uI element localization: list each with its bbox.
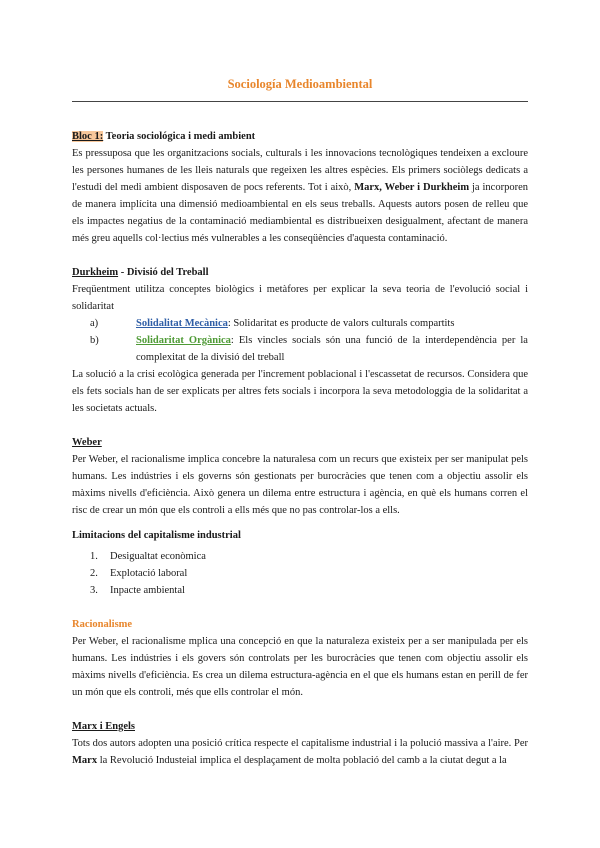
- list-marker: a): [90, 318, 99, 329]
- term-mechanical-solidarity[interactable]: Solidalitat Mecànica: [136, 318, 228, 329]
- solidarity-list: [72, 315, 528, 366]
- title-divider: [72, 101, 528, 102]
- list-item: [72, 548, 528, 565]
- list-item: [72, 565, 528, 582]
- item-text: Explotació laboral: [110, 568, 188, 579]
- term-organic-solidarity[interactable]: Solidaritat Orgànica: [136, 335, 231, 346]
- list-marker: 3.: [90, 585, 98, 596]
- bloc1-label: Bloc 1:: [72, 131, 104, 142]
- weber-label: Weber: [72, 437, 102, 448]
- item-text: Inpacte ambiental: [110, 585, 185, 596]
- durkheim-intro: Freqüentment utilitza conceptes biològics i metàfores per explicar la seva teoria de l'evolució social i solidaritat: [72, 284, 528, 312]
- durkheim-heading-rest: - Divisió del Treball: [118, 267, 209, 278]
- section-weber: [72, 434, 528, 599]
- weber-heading: [72, 434, 528, 451]
- marx-name: Marx: [72, 755, 98, 766]
- item-text: : Solidaritat es producte de valors culturals compartits: [227, 318, 455, 329]
- bloc1-heading: [72, 128, 528, 145]
- durkheim-heading: [72, 264, 528, 281]
- bloc1-paragraph: [72, 145, 528, 247]
- list-item: [72, 315, 528, 332]
- marx-text-2: la Revolució Industeial implica el desplaçament de molta població del camb a la ciutat degut a la: [97, 755, 507, 766]
- section-durkheim: [72, 264, 528, 417]
- section-marx: [72, 718, 528, 769]
- racionalisme-heading: Racionalisme: [72, 619, 133, 630]
- bloc1-authors: Marx, Weber i Durkheim: [354, 182, 470, 193]
- racionalisme-paragraph: Per Weber, el racionalisme mplica una concepció en que la naturaleza existeix per a ser manipulada per els humans. Les indústries i els govers són controlats per les burocràcies que tenen com objectiu assolir els màxims nivells d'eficiència. Es crea un dilema estructura-agència en el que els humans estan en perill de fer un món que els controli, més que ells controlar el món.: [72, 636, 528, 698]
- marx-label: Marx i Engels: [72, 721, 135, 732]
- list-item: [72, 332, 528, 366]
- weber-paragraph: Per Weber, el racionalisme implica concebre la naturalesa com un recurs que existeix per ser manipulat pels humans. Les indústries i els governs són gestionats per burocràcies que tenen com a objectiu assolir els màxims nivells d'eficiència. Això genera un dilema entre estructura i agència, en què els humans corren el risc de crear un món que els controli a ells més que no pas controlar-los a ells.: [72, 454, 528, 516]
- list-marker: b): [90, 335, 99, 346]
- item-text: : Els vincles socials són una funció de la interdependència per la complexitat de la divisió del treball: [136, 335, 528, 363]
- section-racionalisme: [72, 616, 528, 701]
- limits-heading: Limitacions del capitalisme industrial: [72, 530, 241, 541]
- section-bloc1: [72, 128, 528, 247]
- marx-heading: [72, 718, 528, 735]
- limits-list: [72, 548, 528, 599]
- marx-paragraph: [72, 735, 528, 769]
- bloc1-text-2: ja incorporen de manera implícita una dimensió medioambiental en els seus treballs. Aquests autors posen de relleu que els impactes negatius de la contaminació mediambiental es distribueixen desigualment, afectant de manera més greu aquells col·lectius més vulnerables a les conseqüències d'aquesta contaminació.: [72, 182, 528, 244]
- list-marker: 1.: [90, 551, 98, 562]
- list-item: [72, 582, 528, 599]
- bloc1-heading-text: Teoria sociológica i medi ambient: [105, 131, 256, 142]
- list-marker: 2.: [90, 568, 98, 579]
- durkheim-paragraph: La solució a la crisi ecològica generada per l'increment poblacional i l'escassetat de recursos. Considera que els fets socials han de ser explicats per altres fets socials i incorpora la seva metodologgia de la solidaritat a les societats actuals.: [72, 369, 528, 414]
- durkheim-label: Durkheim: [72, 267, 119, 278]
- document-title: Sociología Medioambiental: [227, 77, 373, 91]
- item-text: Desigualtat econòmica: [110, 551, 206, 562]
- bloc1-text-1: Es pressuposa que les organitzacions socials, culturals i les innovacions tecnològiques tendeixen a excloure les persones humanes de les lleis naturals que regeixen les altres espècies. Els primers sociòlegs dedicats a l'estudi del medi ambient disposaven de pocs referents. Tot i això,: [72, 148, 528, 193]
- marx-text-1: Tots dos autors adopten una posició crítica respecte el capitalisme industrial i la polució massiva a l'aire. Per: [72, 738, 528, 749]
